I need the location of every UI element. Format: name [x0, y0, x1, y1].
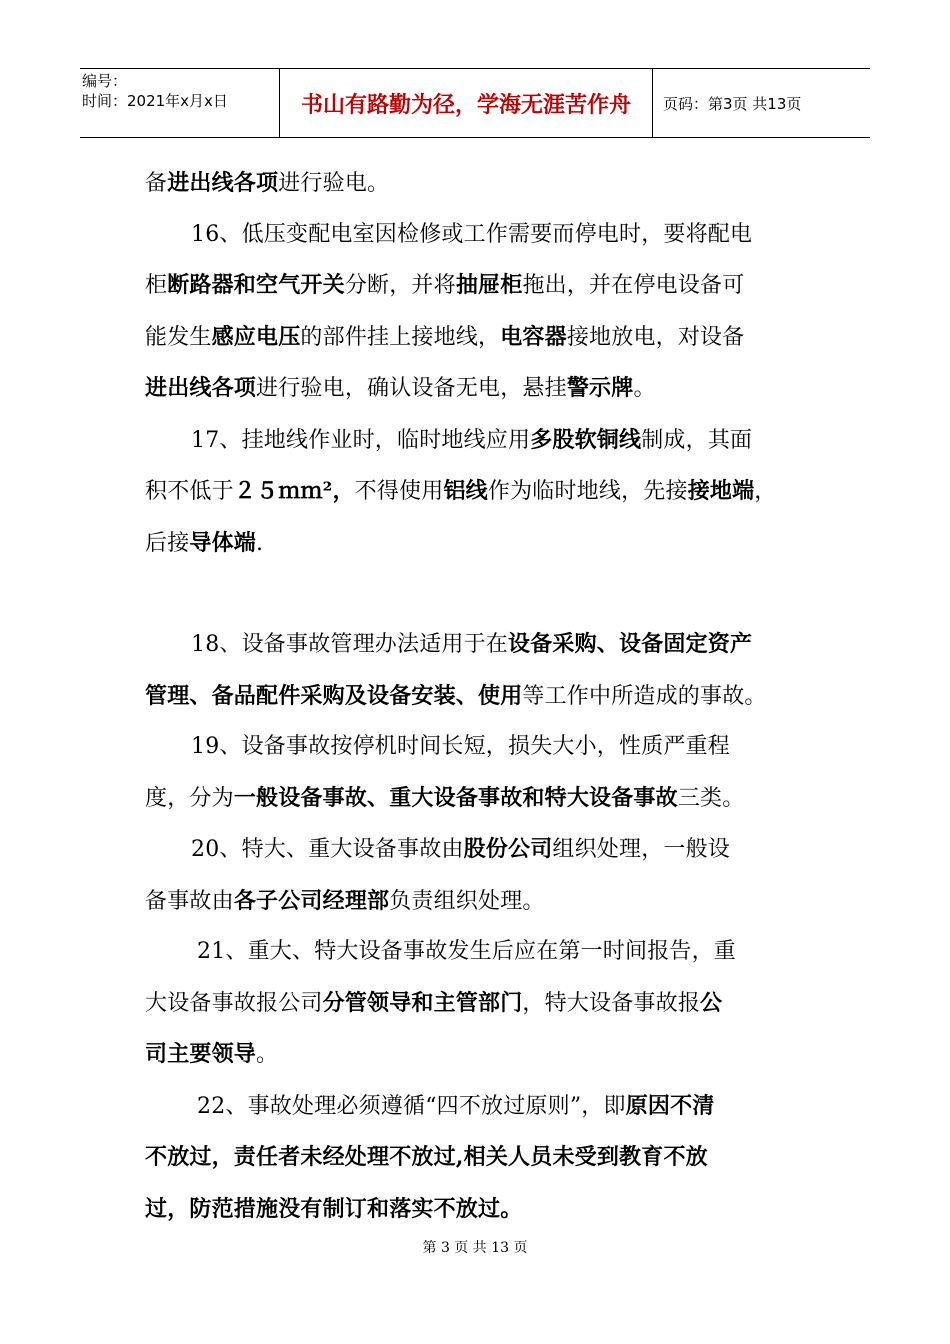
paragraph-22-line-2: 不放过，责任者未经处理不放过,相关人员未受到教育不放: [145, 1144, 708, 1170]
paragraph-16-line-2: 柜断路器和空气开关分断，并将抽屉柜拖出，并在停电设备可: [145, 272, 745, 298]
paragraph-20-line-1: 20、特大、重大设备事故由股份公司组织处理，一般设: [191, 836, 731, 862]
header-info: [80, 69, 280, 137]
paragraph-16-line-3: 能发生感应电压的部件挂上接地线，电容器接地放电，对设备: [145, 323, 745, 350]
document-body: [145, 158, 815, 1235]
paragraph-16-line-1: 16、低压变配电室因检修或工作需要而停电时，要将配电: [191, 221, 753, 247]
paragraph-22-line-1: 22、事故处理必须遵循“四不放过原则”，即原因不清: [197, 1092, 715, 1119]
page-header: [80, 68, 870, 138]
time-label: 时间：2021年x月x日: [82, 92, 228, 110]
paragraph-20-line-2: 备事故由各子公司经理部负责组织处理。: [145, 887, 545, 914]
paragraph-19-line-2: 度，分为一般设备事故、重大设备事故和特大设备事故三类。: [145, 784, 745, 811]
paragraph-21-line-2: 大设备事故报公司分管领导和主管部门，特大设备事故报公: [145, 989, 723, 1016]
paragraph-22-line-3: 过，防范措施没有制订和落实不放过。: [145, 1195, 523, 1222]
paragraph-18-line-2: 管理、备品配件采购及设备安装、使用等工作中所造成的事故。: [145, 682, 767, 709]
paragraph-line: 备进出线各项进行验电。: [145, 170, 390, 196]
paragraph-gap: [145, 569, 815, 619]
number-label: 编号：: [82, 72, 128, 90]
paragraph-21-line-1: 21、重大、特大设备事故发生后应在第一时间报告，重: [197, 939, 736, 964]
paragraph-19-line-1: 19、设备事故按停机时间长短，损失大小，性质严重程: [191, 734, 730, 759]
header-page-label: 页码：第3页 共13页: [663, 94, 802, 113]
paragraph-18-line-1: 18、设备事故管理办法适用于在设备采购、设备固定资产: [191, 631, 753, 657]
paragraph-21-line-3: 司主要领导。: [145, 1041, 279, 1067]
page-footer: 第 3 页 共 13 页: [422, 1240, 528, 1256]
header-motto: 书山有路勤为径，学海无涯苦作舟: [280, 69, 653, 137]
paragraph-17-line-2: 积不低于２５ｍｍ²，不得使用铝线作为临时地线，先接接地端，: [145, 478, 777, 504]
paragraph-16-line-4: 进出线各项进行验电，确认设备无电，悬挂警示牌。: [145, 375, 656, 401]
paragraph-17-line-1: 17、挂地线作业时，临时地线应用多股软铜线制成，其面: [191, 426, 753, 453]
paragraph-17-line-3: 后接导体端.: [145, 529, 264, 556]
